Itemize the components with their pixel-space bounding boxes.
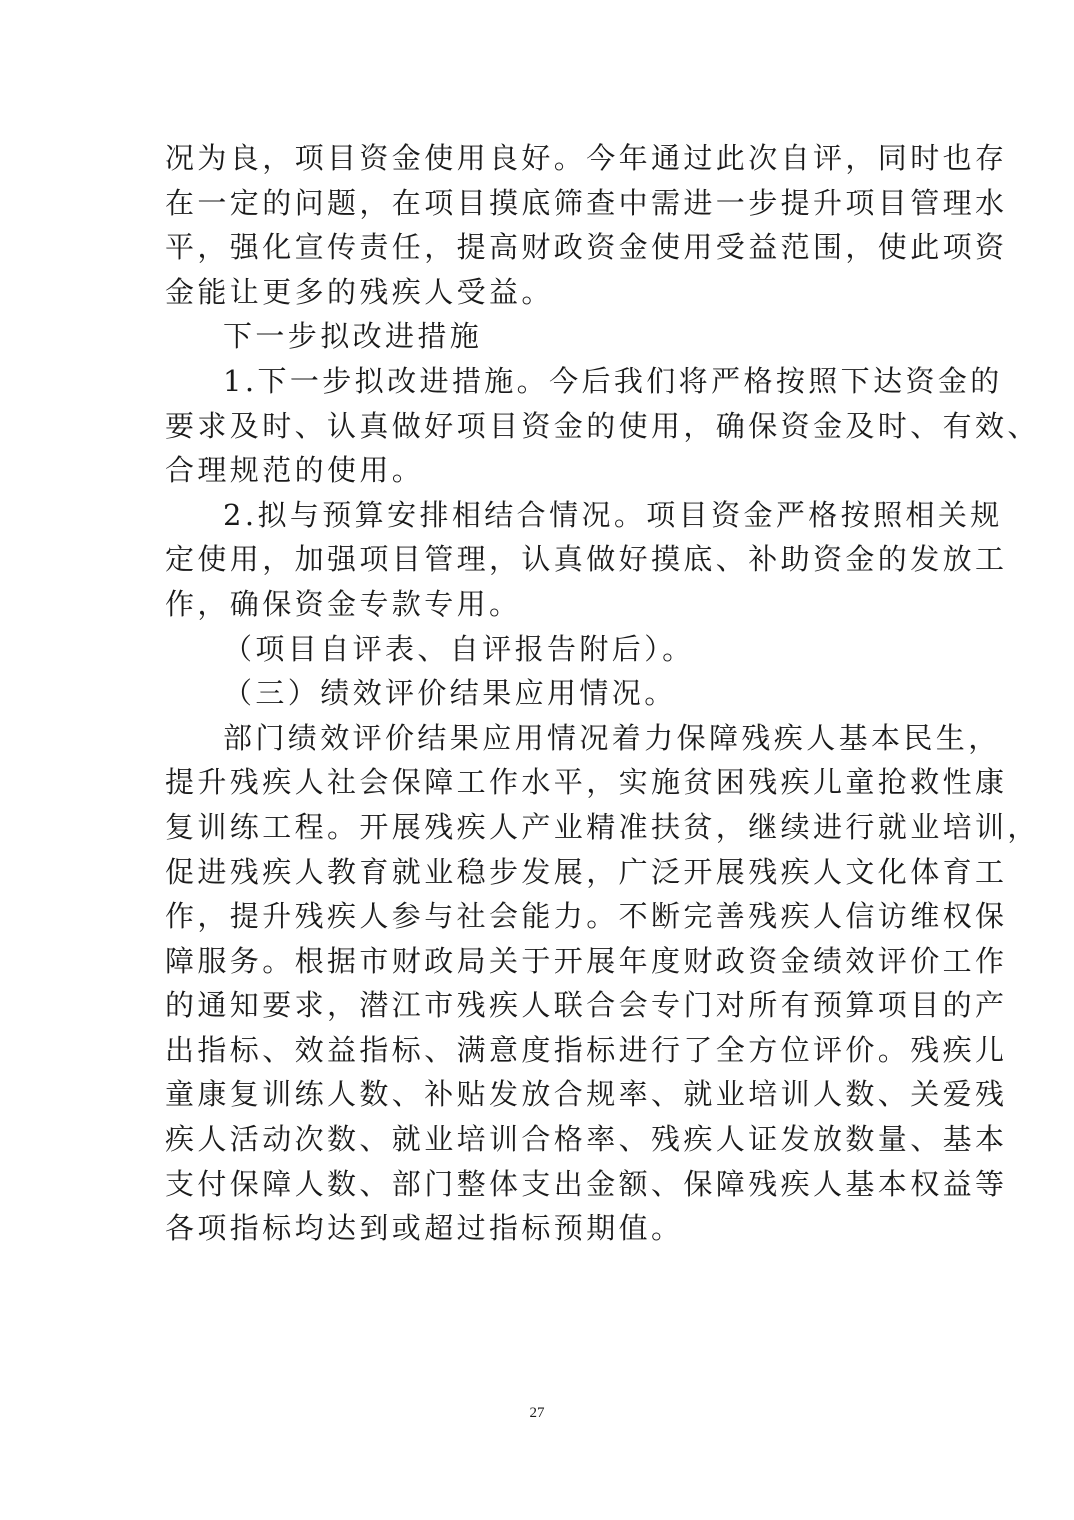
text-line: 作，确保资金专款专用。 [165,586,522,621]
text-line: （项目自评表、自评报告附后）。 [223,631,695,666]
text-line: 提升残疾人社会保障工作水平，实施贫困残疾儿童抢救性康 [165,765,1008,800]
text-line: 1.下一步拟改进措施。今后我们将严格按照下达资金的 [223,363,1003,398]
page-number: 27 [529,1405,545,1421]
text-line: 部门绩效评价结果应用情况着力保障残疾人基本民生， [223,720,1001,755]
text-line: 复训练工程。开展残疾人产业精准扶贫，继续进行就业培训， [165,809,1040,844]
text-block [165,136,1040,1251]
text-line: 金能让更多的残疾人受益。 [165,274,554,309]
text-line: 童康复训练人数、补贴发放合规率、就业培训人数、关爱残 [165,1077,1008,1112]
text-line: 合理规范的使用。 [165,453,425,488]
text-line: 促进残疾人教育就业稳步发展，广泛开展残疾人文化体育工 [165,854,1008,889]
text-line: 各项指标均达到或超过指标预期值。 [165,1211,684,1246]
section-heading: 下一步拟改进措施 [223,319,483,354]
text-line: 平，强化宣传责任，提高财政资金使用受益范围，使此项资 [165,230,1008,265]
text-line: 定使用，加强项目管理，认真做好摸底、补助资金的发放工 [165,542,1008,577]
text-line: 疾人活动次数、就业培训合格率、残疾人证发放数量、基本 [165,1122,1008,1157]
text-line: 支付保障人数、部门整体支出金额、保障残疾人基本权益等 [165,1166,1008,1201]
body-text [165,136,1040,1251]
text-line: 在一定的问题，在项目摸底筛查中需进一步提升项目管理水 [165,185,1008,220]
text-line: 出指标、效益指标、满意度指标进行了全方位评价。残疾儿 [165,1032,1008,1067]
text-line: 况为良，项目资金使用良好。今年通过此次自评，同时也存 [165,141,1008,175]
text-line: 要求及时、认真做好项目资金的使用，确保资金及时、有效、 [165,408,1040,443]
section-heading: （三）绩效评价结果应用情况。 [223,676,677,711]
text-line: 的通知要求，潜江市残疾人联合会专门对所有预算项目的产 [165,988,1008,1023]
text-line: 作，提升残疾人参与社会能力。不断完善残疾人信访维权保 [165,899,1008,934]
text-line: 2.拟与预算安排相结合情况。项目资金严格按照相关规 [223,497,1003,532]
text-line: 障服务。根据市财政局关于开展年度财政资金绩效评价工作 [165,943,1008,978]
